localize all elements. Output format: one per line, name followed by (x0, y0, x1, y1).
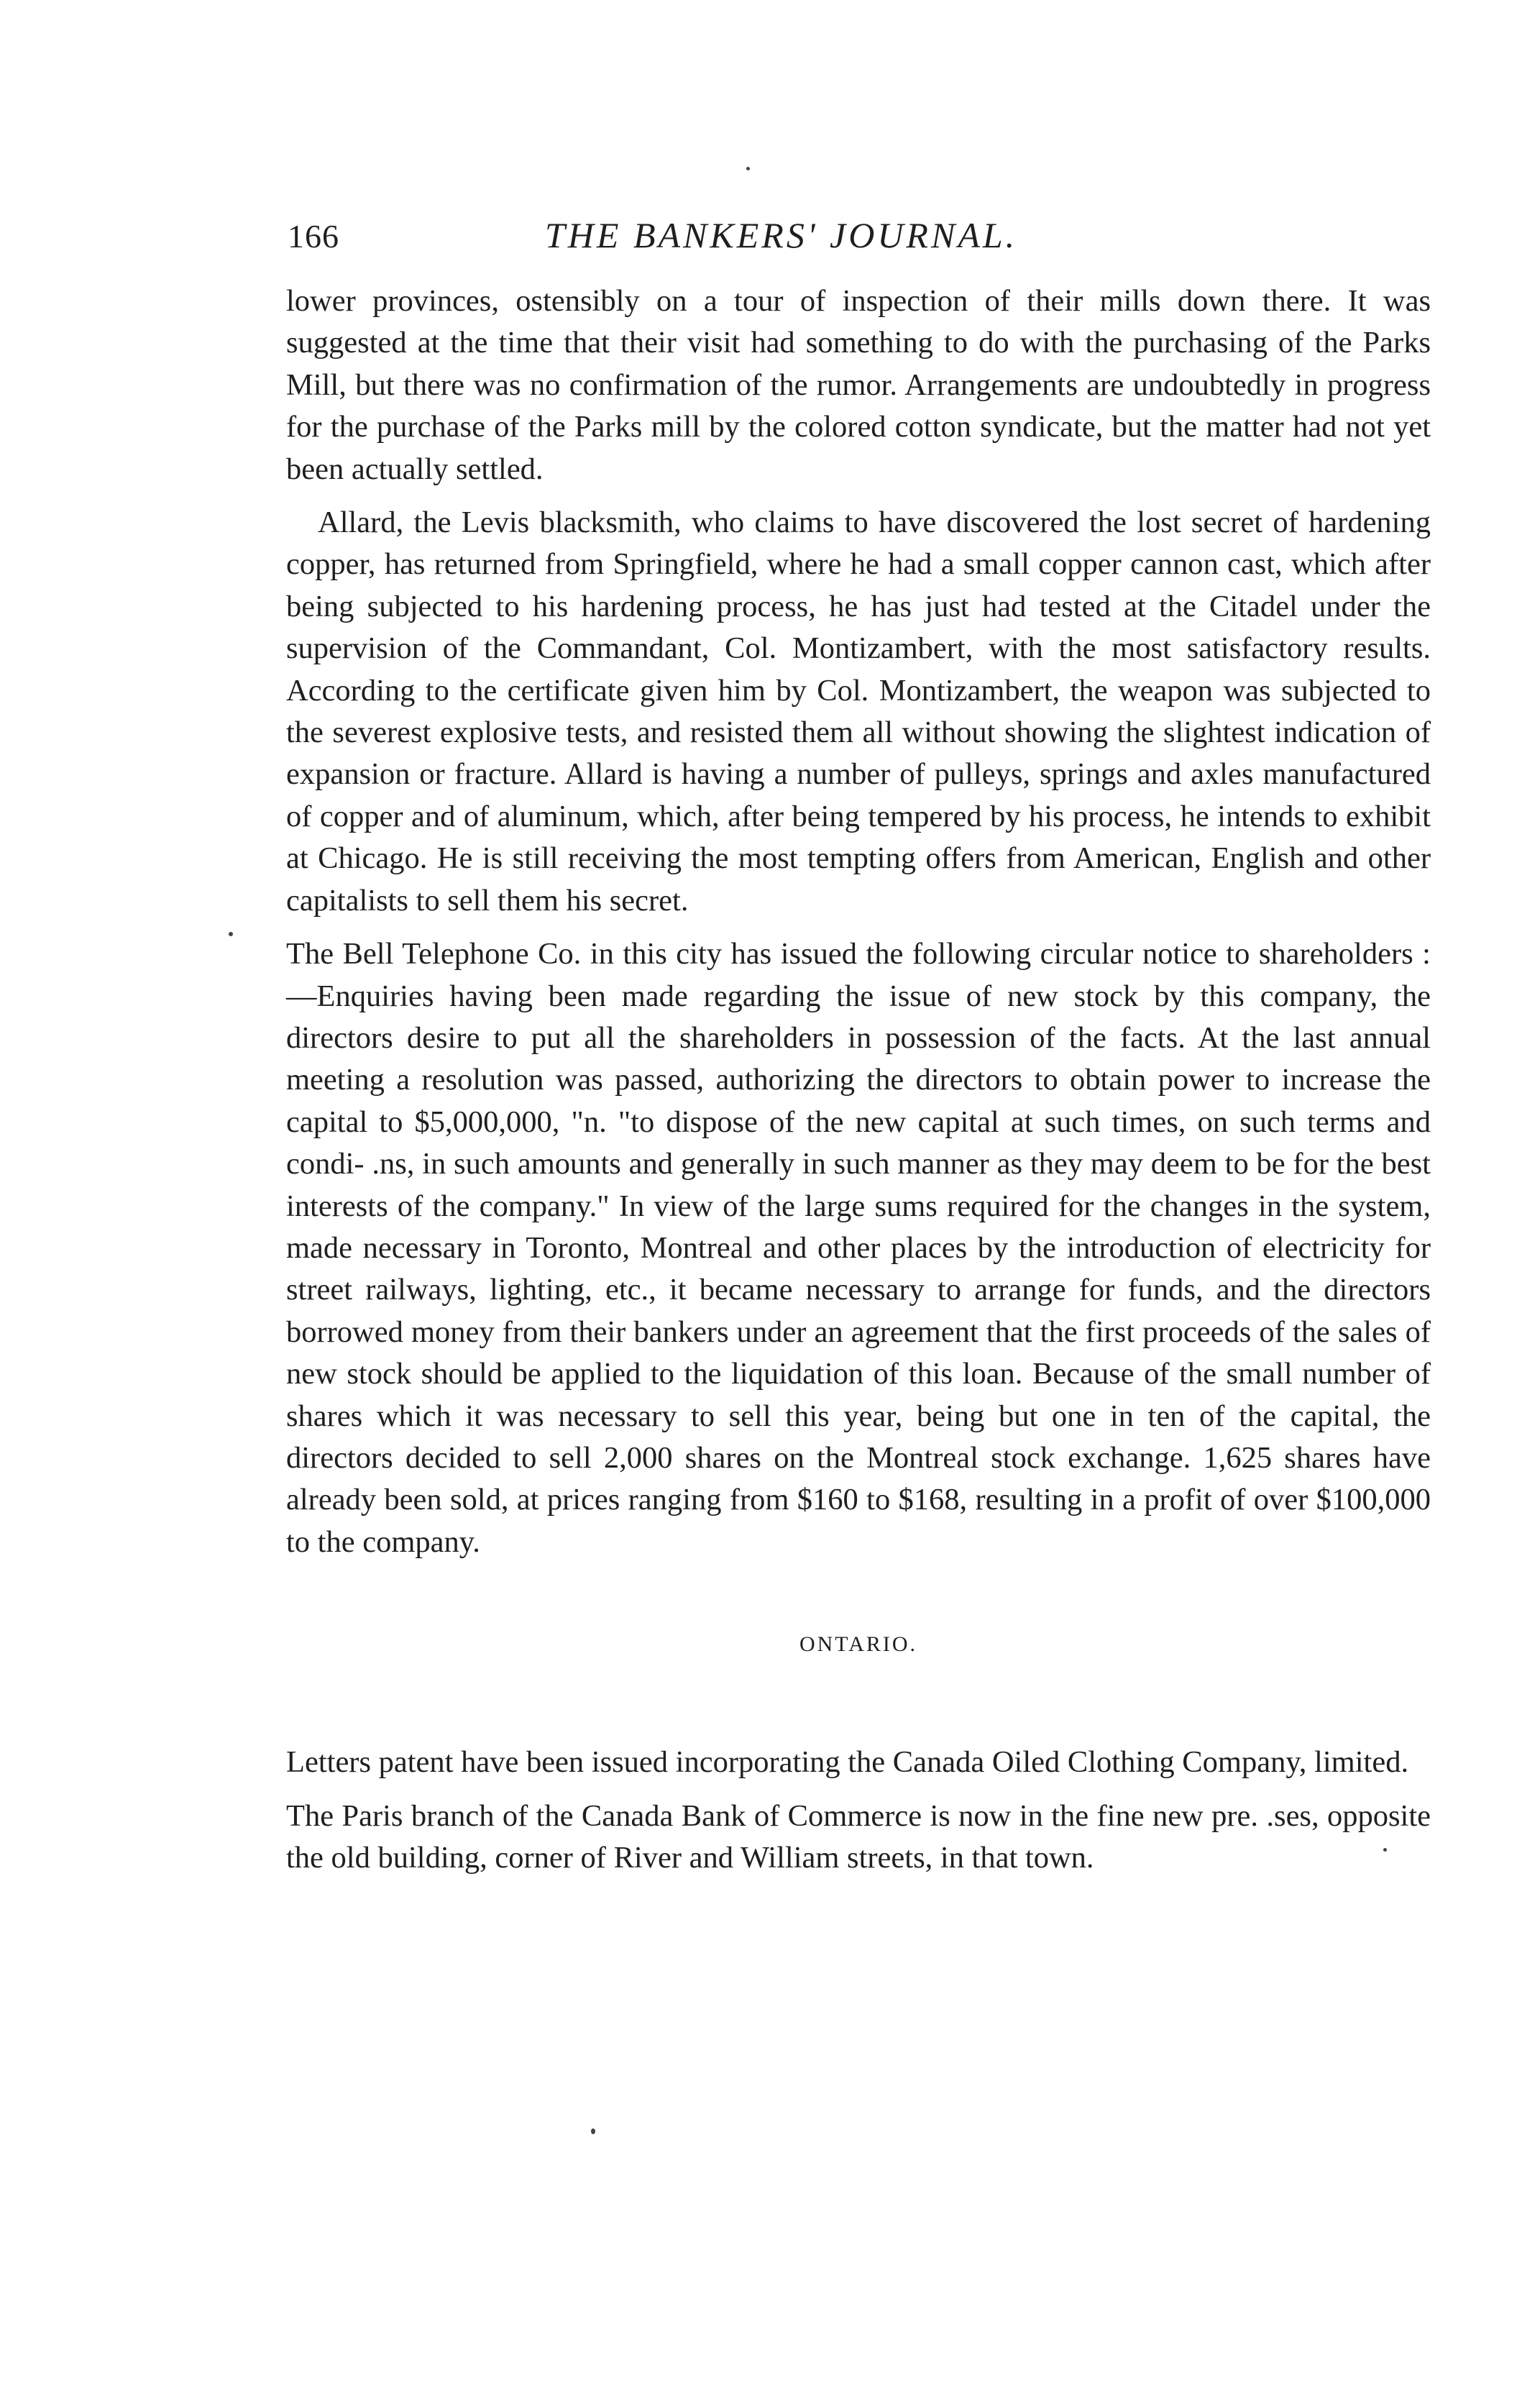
paragraph-letters-patent: Letters patent have been issued incorporating the Canada Oiled Clothing Company, limited. (286, 1745, 1409, 1780)
page-number: 166 (288, 218, 339, 255)
scan-speck (1383, 1848, 1387, 1852)
journal-page (286, 201, 1431, 1879)
article-body (286, 280, 1431, 1879)
paragraph-paris-branch: The Paris branch of the Canada Bank of Commerce is now in the fine new pre. .ses, opposite the old building, corner of River and William streets, in that town. (286, 1798, 1431, 1875)
paragraph-allard: Allard, the Levis blacksmith, who claims to have discovered the lost secret of hardening copper, has returned from Springfield, where he had a small copper cannon cast, which after being subjected to his hardening process, he has just had tested at the Citadel under the supervision of the Commandant, Col. Montizambert, with the most satisfactory results. According to the certificate given him by Col. Montizambert, the weapon was subjected to the severest explosive tests, and resisted them all without showing the slightest indication of expansion or fracture. Allard is having a number of pulleys, springs and axles manufactured of copper and of aluminum, which, after being tempered by his process, he intends to exhibit at Chicago. He is still receiving the most tempting offers from American, English and other capitalists to sell them his secret. (286, 506, 1431, 918)
paragraph-bell-telephone: The Bell Telephone Co. in this city has issued the following circular notice to shareholders :—Enquiries having been made regarding the issue of new stock by this company, the directors desire to put all the shareholders in possession of the facts. At the last annual meeting a resolution was passed, authorizing the directors to obtain power to increase the capital to $5,000,000, "n. "to dispose of the new capital at such times, on such terms and condi- .ns, in such amounts and generally in such manner as they may deem to be for the best interests of the company." In view of the large sums required for the changes in the system, made necessary in Toronto, Montreal and other places by the introduction of electricity for street railways, lighting, etc., it became necessary to arrange for funds, and the directors borrowed money from their bankers under an agreement that the first proceeds of the sales of new stock should be applied to the liquidation of this loan. Because of the small number of shares which it was necessary to sell this year, being but one in ten of the capital, the directors decided to sell 2,000 shares on the Montreal stock exchange. 1,625 shares have already been sold, at prices ranging from $160 to $168, resulting in a profit of over $100,000 to the company. (286, 937, 1431, 1559)
journal-title: THE BANKERS' JOURNAL. (545, 215, 1018, 255)
paragraph-parks-mill: lower provinces, ostensibly on a tour of inspection of their mills down there. It was suggested at the time that their visit had something to do with the purchasing of the Parks Mill, but there was no confirmation of the rumor. Arrangements are undoubtedly in progress for the purchase of the Parks mill by the colored cotton syndicate, but the matter had not yet been actually settled. (286, 284, 1431, 486)
section-heading-ontario: ONTARIO. (799, 1632, 918, 1657)
scan-speck (591, 2128, 595, 2134)
running-head (286, 201, 1431, 280)
scan-speck (746, 167, 750, 170)
scan-speck (229, 932, 233, 936)
